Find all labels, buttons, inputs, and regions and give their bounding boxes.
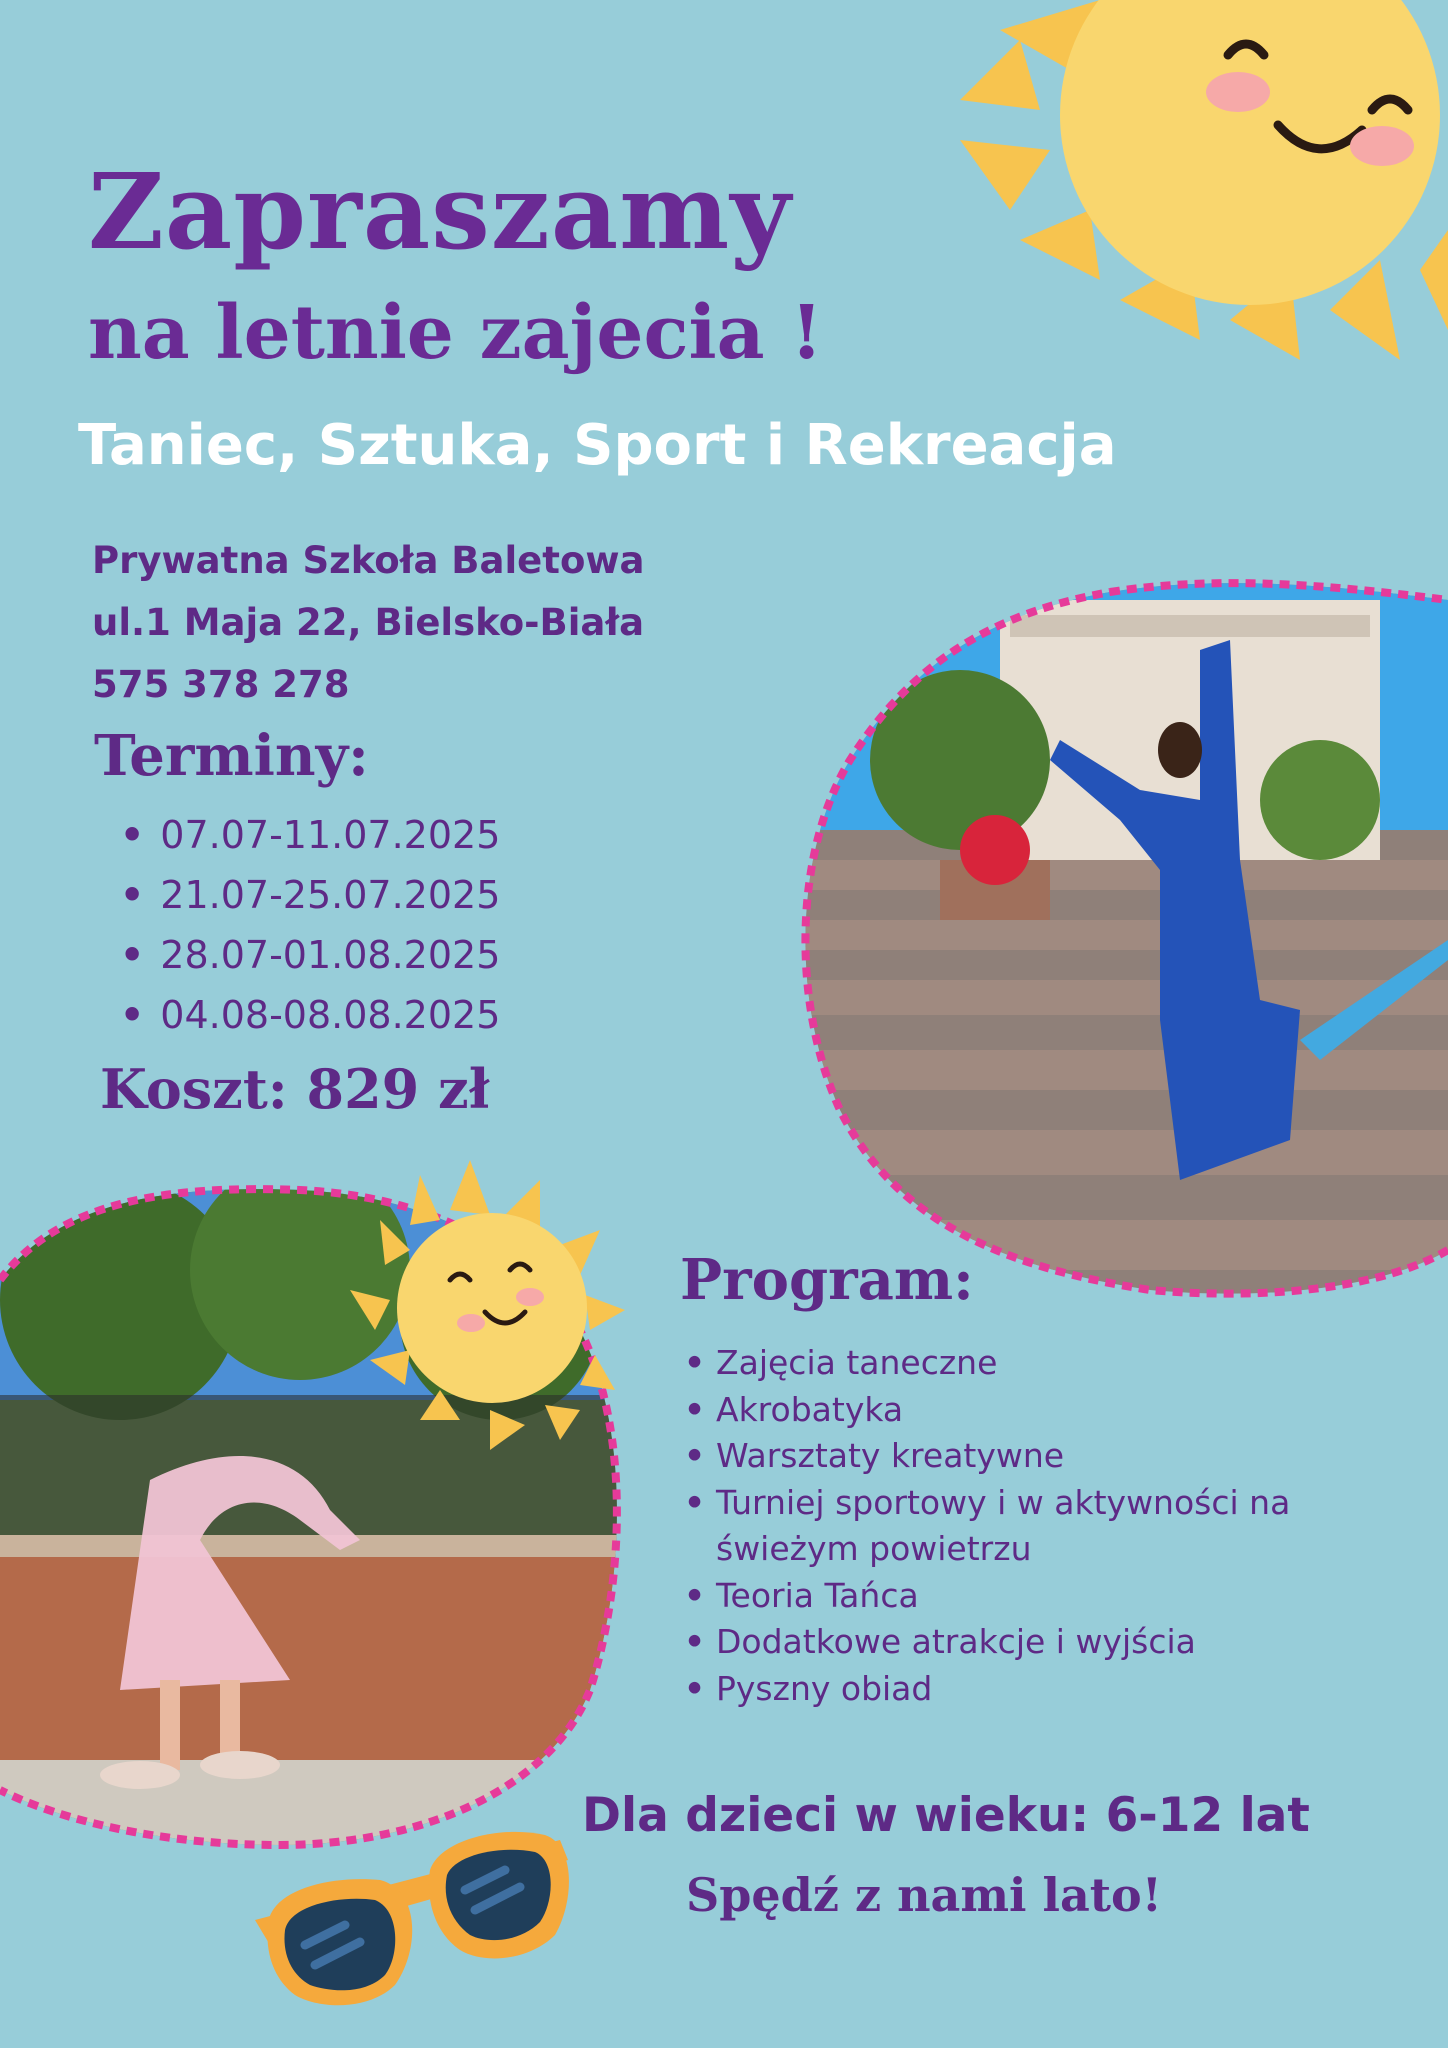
school-name: Prywatna Szkoła Baletowa bbox=[92, 539, 645, 582]
main-title: Zapraszamy bbox=[88, 150, 792, 273]
list-item: • 04.08-08.08.2025 bbox=[120, 985, 500, 1045]
photo-dancer-stairs bbox=[780, 570, 1448, 1310]
list-item: • Pyszny obiad bbox=[684, 1666, 1424, 1713]
list-item: • Turniej sportowy i w aktywności na świeżym powietrzu bbox=[684, 1480, 1424, 1573]
sun-icon bbox=[960, 0, 1448, 360]
school-phone: 575 378 278 bbox=[92, 663, 350, 706]
list-item: • 28.07-01.08.2025 bbox=[120, 925, 500, 985]
list-item: • Akrobatyka bbox=[684, 1387, 1424, 1434]
list-item: • Warsztaty kreatywne bbox=[684, 1433, 1424, 1480]
school-address: ul.1 Maja 22, Bielsko-Biała bbox=[92, 601, 645, 644]
tagline: Spędź z nami lato! bbox=[686, 1868, 1162, 1922]
subtitle: Taniec, Sztuka, Sport i Rekreacja bbox=[78, 413, 1117, 478]
list-item: • Dodatkowe atrakcje i wyjścia bbox=[684, 1619, 1424, 1666]
list-item: • 21.07-25.07.2025 bbox=[120, 865, 500, 925]
list-item: • Zajęcia taneczne bbox=[684, 1340, 1424, 1387]
school-info bbox=[92, 530, 645, 716]
list-item: • 07.07-11.07.2025 bbox=[120, 805, 500, 865]
main-title-line2: na letnie zajecia ! bbox=[88, 290, 823, 376]
program-list bbox=[684, 1340, 1424, 1712]
terms-list bbox=[120, 805, 500, 1045]
program-heading: Program: bbox=[680, 1247, 974, 1313]
list-item: • Teoria Tańca bbox=[684, 1573, 1424, 1620]
age-info: Dla dzieci w wieku: 6-12 lat bbox=[582, 1788, 1310, 1843]
cost-label: Koszt: 829 zł bbox=[100, 1057, 490, 1121]
terms-heading: Terminy: bbox=[94, 723, 369, 789]
sunglasses-icon bbox=[255, 1832, 569, 2005]
